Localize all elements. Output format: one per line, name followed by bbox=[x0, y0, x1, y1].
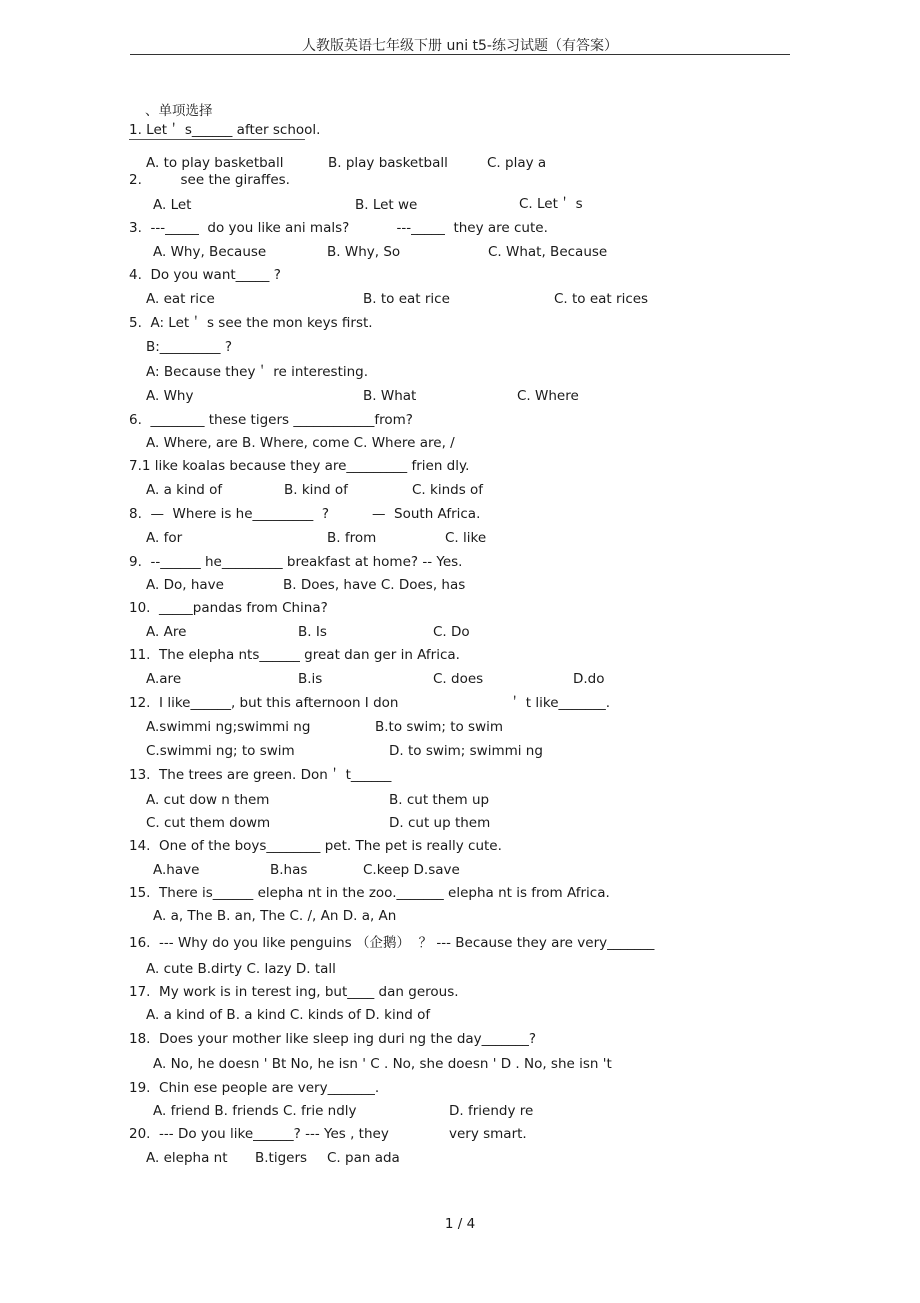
option: C. kinds of bbox=[412, 482, 484, 498]
page-header: 人教版英语七年级下册 uni t5-练习试题（有答案） bbox=[302, 38, 618, 54]
option: D. friendy re bbox=[449, 1103, 534, 1119]
option: C.swimmi ng; to swim bbox=[146, 743, 295, 759]
page-number: 1 / 4 bbox=[444, 1216, 476, 1232]
question-17: 17. My work is in terest ing, but____ dan gerous. bbox=[129, 984, 459, 1000]
option: C. Where bbox=[517, 388, 579, 404]
option: C.keep D.save bbox=[363, 862, 460, 878]
question-12: 12. I like______, but this afternoon I don bbox=[129, 695, 399, 711]
option: A. a kind of bbox=[146, 482, 223, 498]
question-6: 6. ________ these tigers ____________from? bbox=[129, 412, 413, 428]
option: C. to eat rices bbox=[554, 291, 649, 307]
question-11: 11. The elepha nts______ great dan ger in Africa. bbox=[129, 647, 460, 663]
option: C. like bbox=[445, 530, 487, 546]
question-3: 3. ---_____ do you like ani mals? ---_____ they are cute. bbox=[129, 220, 548, 236]
question-4: 4. Do you want_____ ? bbox=[129, 267, 281, 283]
question-2: 2. see the giraffes. bbox=[129, 172, 290, 188]
option: C. cut them dowm bbox=[146, 815, 271, 831]
option: D. cut up them bbox=[389, 815, 491, 831]
option: A. a, The B. an, The C. /, An D. a, An bbox=[153, 908, 397, 924]
option: B. Why, So bbox=[327, 244, 401, 260]
option: A. elepha nt bbox=[146, 1150, 228, 1166]
question-7: 7.1 like koalas because they are_________ frien dly. bbox=[129, 458, 470, 474]
question-13: 13. The trees are green. Don＇ t______ bbox=[129, 767, 392, 783]
option: C. Let＇ s bbox=[519, 196, 583, 212]
option: A. a kind of B. a kind C. kinds of D. kind of bbox=[146, 1007, 431, 1023]
option: D.do bbox=[573, 671, 605, 687]
option: B. cut them up bbox=[389, 792, 490, 808]
header-rule bbox=[130, 54, 790, 55]
option: A. for bbox=[146, 530, 183, 546]
option: A. friend B. friends C. frie ndly bbox=[153, 1103, 357, 1119]
option: B. Let we bbox=[355, 197, 418, 213]
option: A. No, he doesn ' Bt No, he isn ' C . No, she doesn ' D . No, she isn 't bbox=[153, 1056, 612, 1072]
question-15: 15. There is______ elepha nt in the zoo._______ elepha nt is from Africa. bbox=[129, 885, 610, 901]
question-18: 18. Does your mother like sleep ing duri ng the day_______? bbox=[129, 1031, 537, 1047]
option: D. to swim; swimmi ng bbox=[389, 743, 543, 759]
option: A. cut dow n them bbox=[146, 792, 270, 808]
option: B. Does, have C. Does, has bbox=[283, 577, 466, 593]
question-1: 1. Let＇ s______ after school. bbox=[129, 122, 321, 138]
option: B. Is bbox=[298, 624, 327, 640]
option: C. Do bbox=[433, 624, 470, 640]
option: B.to swim; to swim bbox=[375, 719, 504, 735]
question-20-end: very smart. bbox=[449, 1126, 527, 1142]
option: B. to eat rice bbox=[363, 291, 450, 307]
underline bbox=[129, 139, 305, 140]
option: C. What, Because bbox=[488, 244, 608, 260]
option: B.is bbox=[298, 671, 323, 687]
option: A. Why, Because bbox=[153, 244, 267, 260]
option: B. play basketball bbox=[328, 155, 448, 171]
option: A.have bbox=[153, 862, 200, 878]
option: A.are bbox=[146, 671, 182, 687]
option: C. pan ada bbox=[327, 1150, 400, 1166]
option: A. Why bbox=[146, 388, 194, 404]
option: A. eat rice bbox=[146, 291, 215, 307]
question-20: 20. --- Do you like______? --- Yes , they bbox=[129, 1126, 389, 1142]
option: B. What bbox=[363, 388, 417, 404]
question-8: 8. — Where is he_________ ? — South Africa. bbox=[129, 506, 481, 522]
option: B. kind of bbox=[284, 482, 348, 498]
option: A.swimmi ng;swimmi ng bbox=[146, 719, 311, 735]
question-19: 19. Chin ese people are very_______. bbox=[129, 1080, 380, 1096]
question-12-end: ＇ t like_______. bbox=[508, 695, 611, 711]
option: C. does bbox=[433, 671, 484, 687]
question-10: 10. _____pandas from China? bbox=[129, 600, 328, 616]
option: A. to play basketball bbox=[146, 155, 284, 171]
question-16: 16. --- Why do you like penguins （企鹅） ？ --- Because they are very_______ bbox=[129, 935, 655, 951]
dialogue-line: A: Because they＇ re interesting. bbox=[146, 364, 369, 380]
question-5: 5. A: Let＇ s see the mon keys first. bbox=[129, 315, 373, 331]
option: A. cute B.dirty C. lazy D. tall bbox=[146, 961, 336, 977]
section-title: 、单项选择 bbox=[145, 103, 213, 119]
option: A. Are bbox=[146, 624, 187, 640]
question-14: 14. One of the boys________ pet. The pet is really cute. bbox=[129, 838, 502, 854]
option: B.tigers bbox=[255, 1150, 308, 1166]
option: A. Let bbox=[153, 197, 192, 213]
dialogue-line: B:_________ ? bbox=[146, 339, 233, 355]
question-9: 9. --______ he_________ breakfast at home? -- Yes. bbox=[129, 554, 463, 570]
option: B.has bbox=[270, 862, 308, 878]
option: A. Where, are B. Where, come C. Where are, / bbox=[146, 435, 455, 451]
option: C. play a bbox=[487, 155, 547, 171]
option: B. from bbox=[327, 530, 377, 546]
option: A. Do, have bbox=[146, 577, 224, 593]
